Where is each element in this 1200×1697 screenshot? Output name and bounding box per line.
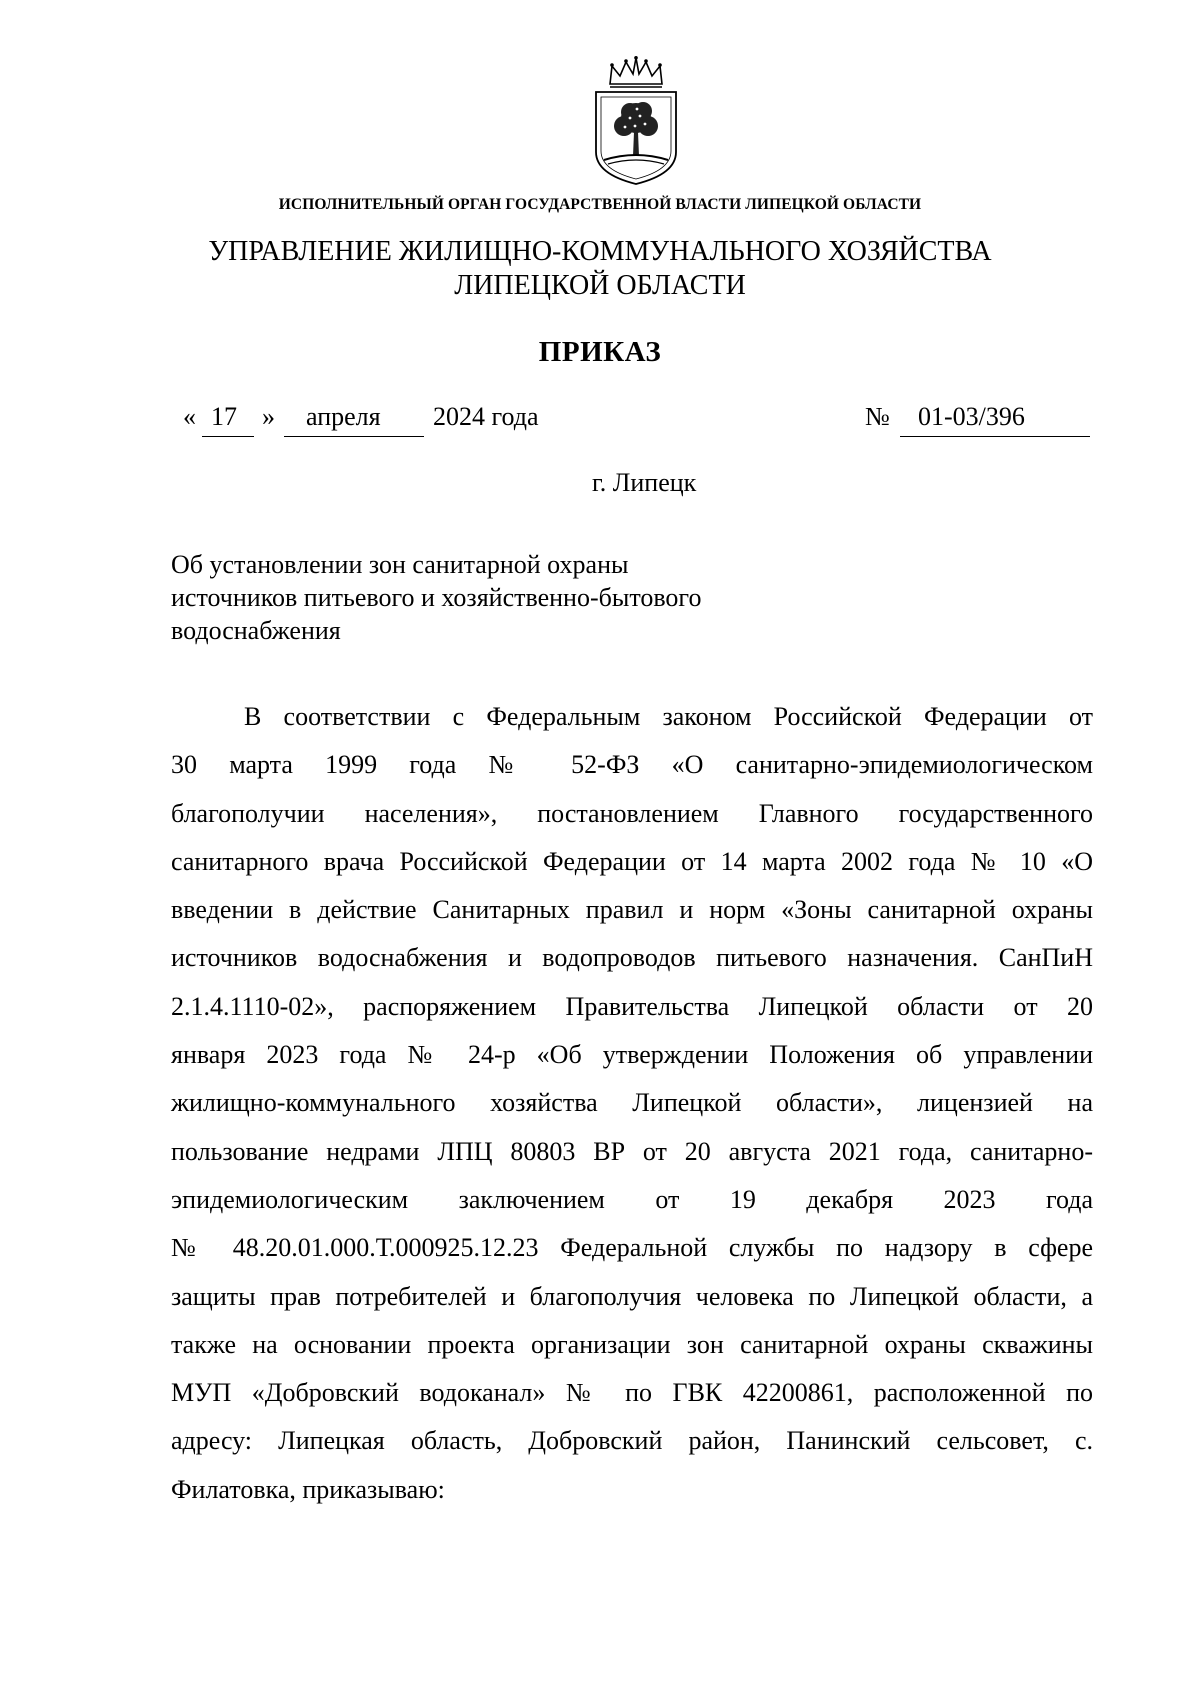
document-number: 01-03/396 [918, 402, 1025, 431]
body-line: 30 марта 1999 года № 52-ФЗ «О санитарно-эпидемиологическом [171, 750, 1093, 780]
body-line: введении в действие Санитарных правил и норм «Зоны санитарной охраны [171, 895, 1093, 925]
organization-title: ИСПОЛНИТЕЛЬНЫЙ ОРГАН ГОСУДАРСТВЕННОЙ ВЛАСТИ ЛИПЕЦКОЙ ОБЛАСТИ [278, 196, 922, 213]
date-year: 2024 года [433, 402, 539, 431]
coat-of-arms-icon [590, 56, 682, 186]
city: г. Липецк [592, 468, 697, 497]
body-line: защиты прав потребителей и благополучия человека по Липецкой области, а [171, 1281, 1093, 1311]
subject-line: источников питьевого и хозяйственно-бытового [171, 583, 702, 612]
body-line: января 2023 года № 24-р «Об утверждении Положения об управлении [171, 1040, 1093, 1070]
body-line: эпидемиологическим заключением от 19 декабря 2023 года [171, 1184, 1093, 1214]
body-line: Филатовка, приказываю: [171, 1474, 445, 1504]
subject-block [171, 548, 871, 647]
document-number-underline [900, 436, 1090, 437]
body-line: МУП «Добровский водоканал» № по ГВК 42200861, расположенной по [171, 1378, 1093, 1408]
date-close-quote: » [262, 402, 275, 431]
body-line: санитарного врача Российской Федерации от 14 марта 2002 года № 10 «О [171, 846, 1093, 876]
subject-line: Об установлении зон санитарной охраны [171, 550, 629, 579]
body-line: благополучии населения», постановлением Главного государственного [171, 798, 1093, 828]
body-line: адресу: Липецкая область, Добровский район, Панинский сельсовет, с. [171, 1426, 1093, 1456]
body-line: жилищно-коммунального хозяйства Липецкой области», лицензией на [171, 1088, 1093, 1118]
department-line-2: ЛИПЕЦКОЙ ОБЛАСТИ [454, 270, 746, 301]
body-line: 2.1.4.1110-02», распоряжением Правительства Липецкой области от 20 [171, 991, 1093, 1021]
date-month-underline [284, 436, 424, 437]
department-title [0, 235, 1200, 303]
date-open-quote: « [183, 402, 196, 431]
number-sign: № [865, 402, 890, 431]
body-line: пользование недрами ЛПЦ 80803 ВР от 20 августа 2021 года, санитарно- [171, 1136, 1093, 1166]
date-day-underline [202, 436, 254, 437]
date-day: 17 [211, 402, 237, 431]
department-line-1: УПРАВЛЕНИЕ ЖИЛИЩНО-КОММУНАЛЬНОГО ХОЗЯЙСТВА [208, 236, 992, 267]
body-text [171, 693, 1093, 1514]
body-line: В соответствии с Федеральным законом Российской Федерации от [244, 702, 1093, 731]
body-line: источников водоснабжения и водопроводов питьевого назначения. СанПиН [171, 943, 1093, 973]
body-line: также на основании проекта организации зон санитарной охраны скважины [171, 1329, 1093, 1359]
subject-line: водоснабжения [171, 616, 341, 645]
date-month: апреля [306, 402, 381, 431]
document-type: ПРИКАЗ [538, 336, 662, 368]
body-line: № 48.20.01.000.Т.000925.12.23 Федеральной службы по надзору в сфере [171, 1233, 1093, 1263]
